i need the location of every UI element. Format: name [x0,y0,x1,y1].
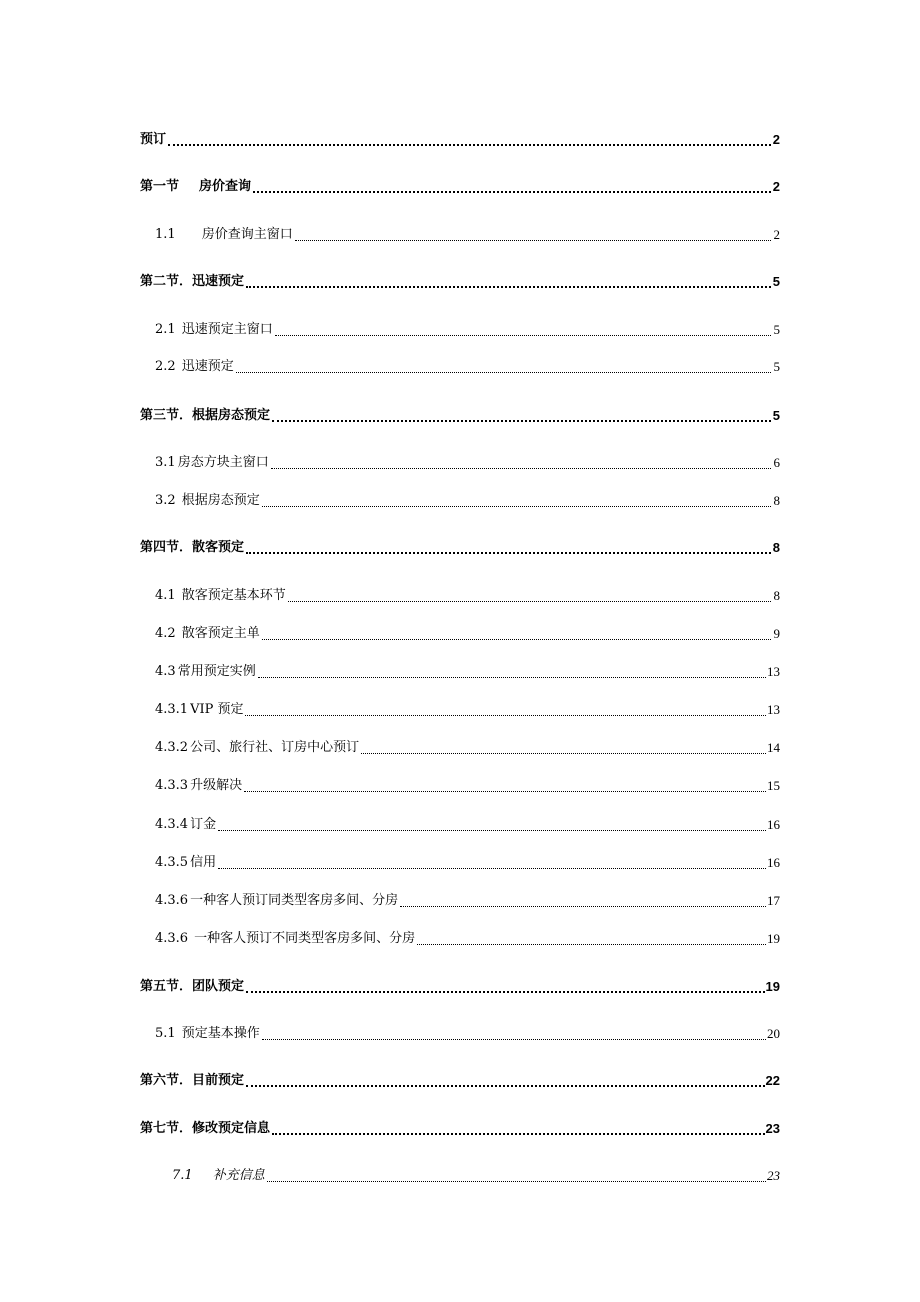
toc-entry-title: 迅速预定 [181,359,234,374]
toc-entry-number: 3.1 [155,455,176,470]
toc-leader-dots [245,715,766,716]
toc-entry-number: 5.1 [155,1026,176,1041]
toc-entry[interactable] [0,130,920,152]
toc-entry[interactable] [0,177,920,199]
toc-entry-page: 2 [772,132,780,147]
toc-entry[interactable] [0,815,920,837]
toc-entry[interactable] [0,853,920,875]
toc-entry-number: 2.2 [155,359,176,374]
toc-entry[interactable] [0,1166,920,1188]
toc-entry-page: 5 [773,359,780,374]
toc-entry-page: 15 [767,778,780,793]
toc-entry[interactable] [0,357,920,379]
toc-leader-dots [361,753,766,754]
toc-leader-dots [267,1181,766,1182]
toc-entry-page: 9 [773,626,780,641]
toc-entry-page: 19 [767,931,780,946]
toc-entry-title: 第七节．修改预定信息 [140,1121,271,1136]
toc-entry-number: 4.3 [155,664,176,679]
toc-entry-number: 4.3.4 [155,817,189,832]
toc-entry-title: 房态方块主窗口 [177,455,269,470]
toc-entry-title: 散客预定主单 [181,626,260,641]
toc-leader-dots [246,991,765,993]
toc-entry[interactable] [0,406,920,428]
toc-entry-page: 6 [773,455,780,470]
toc-leader-dots [271,468,771,469]
toc-entry-page: 22 [765,1073,780,1088]
toc-entry-number: 2.1 [155,322,176,337]
toc-entry-title: 第二节．迅速预定 [140,274,245,289]
toc-leader-dots [258,677,766,678]
toc-entry-page: 20 [767,1026,780,1041]
toc-entry[interactable] [0,320,920,342]
toc-entry-title: 散客预定基本环节 [181,588,286,603]
toc-leader-dots [246,552,771,554]
toc-entry-title: 信用 [190,855,217,870]
toc-entry-number: 第一节 [140,179,180,194]
toc-entry-title: 房价查询主窗口 [201,227,293,242]
toc-leader-dots [400,906,766,907]
toc-leader-dots [246,1085,765,1087]
toc-leader-dots [262,639,771,640]
toc-entry-title: 订金 [190,817,217,832]
toc-entry-title: 第四节．散客预定 [140,540,245,555]
toc-entry-number: 4.3.2 [155,740,189,755]
toc-entry-page: 8 [773,588,780,603]
toc-entry-page: 8 [773,493,780,508]
toc-entry-title: 第三节．根据房态预定 [140,408,271,423]
toc-entry[interactable] [0,977,920,999]
toc-leader-dots [218,868,766,869]
toc-entry-page: 23 [765,1121,780,1136]
toc-entry-number: 7.1 [172,1168,193,1183]
toc-entry-title: 房价查询 [199,179,252,194]
toc-entry-title: 第五节．团队预定 [140,979,245,994]
toc-entry[interactable] [0,538,920,560]
toc-entry[interactable] [0,225,920,247]
toc-entry[interactable] [0,453,920,475]
toc-entry[interactable] [0,929,920,951]
toc-entry[interactable] [0,1024,920,1046]
toc-entry-number: 4.3.6 [155,893,189,908]
toc-entry-title: 升级解决 [190,778,243,793]
toc-entry-title: 公司、旅行社、订房中心预订 [190,740,360,755]
toc-entry[interactable] [0,272,920,294]
toc-entry-title: 预订 [140,132,167,147]
toc-entry-title: 一种客人预订不同类型客房多间、分房 [194,931,416,946]
toc-entry-page: 5 [772,408,780,423]
toc-leader-dots [244,791,766,792]
toc-leader-dots [236,372,771,373]
toc-leader-dots [295,240,771,241]
toc-entry[interactable] [0,491,920,513]
toc-entry[interactable] [0,776,920,798]
toc-leader-dots [272,1133,765,1135]
toc-entry[interactable] [0,662,920,684]
toc-entry-page: 5 [773,322,780,337]
toc-entry-page: 19 [765,979,780,994]
toc-entry-title: 第六节．目前预定 [140,1073,245,1088]
toc-leader-dots [246,286,771,288]
toc-entry-number: 4.3.1 [155,702,189,717]
toc-entry-number: 4.1 [155,588,176,603]
toc-leader-dots [288,601,771,602]
toc-entry-title: VIP 预定 [190,702,244,717]
toc-leader-dots [272,420,771,422]
toc-entry-title: 根据房态预定 [181,493,260,508]
toc-entry-page: 14 [767,740,780,755]
toc-entry-title: 一种客人预订同类型客房多间、分房 [190,893,399,908]
toc-entry-number: 4.2 [155,626,176,641]
toc-entry-page: 13 [767,664,780,679]
toc-leader-dots [168,144,771,146]
toc-entry-title: 常用预定实例 [177,664,256,679]
toc-entry[interactable] [0,891,920,913]
toc-entry-page: 16 [767,817,780,832]
toc-entry-number: 1.1 [155,227,176,242]
toc-entry-number: 4.3.5 [155,855,189,870]
toc-entry-page: 17 [767,893,780,908]
toc-entry-page: 16 [767,855,780,870]
toc-entry-page: 8 [772,540,780,555]
toc-entry-title: 补充信息 [212,1168,265,1183]
toc-entry-page: 2 [773,227,780,242]
toc-leader-dots [253,191,771,193]
toc-entry[interactable] [0,586,920,608]
toc-entry[interactable] [0,1119,920,1141]
toc-leader-dots [275,335,771,336]
toc-entry-number: 3.2 [155,493,176,508]
toc-entry[interactable] [0,700,920,722]
toc-entry-title: 预定基本操作 [181,1026,260,1041]
toc-entry-title: 迅速预定主窗口 [181,322,273,337]
toc-entry-number: 4.3.3 [155,778,189,793]
toc-leader-dots [262,506,771,507]
toc-entry-page: 13 [767,702,780,717]
toc-entry-page: 2 [772,179,780,194]
toc-leader-dots [262,1039,766,1040]
toc-entry[interactable] [0,1071,920,1093]
toc-entry[interactable] [0,738,920,760]
toc-entry-number: 4.3.6 [155,931,189,946]
toc-entry[interactable] [0,624,920,646]
toc-leader-dots [417,944,766,945]
toc-entry-page: 5 [772,274,780,289]
toc-leader-dots [218,830,766,831]
toc-entry-page: 23 [767,1168,780,1183]
